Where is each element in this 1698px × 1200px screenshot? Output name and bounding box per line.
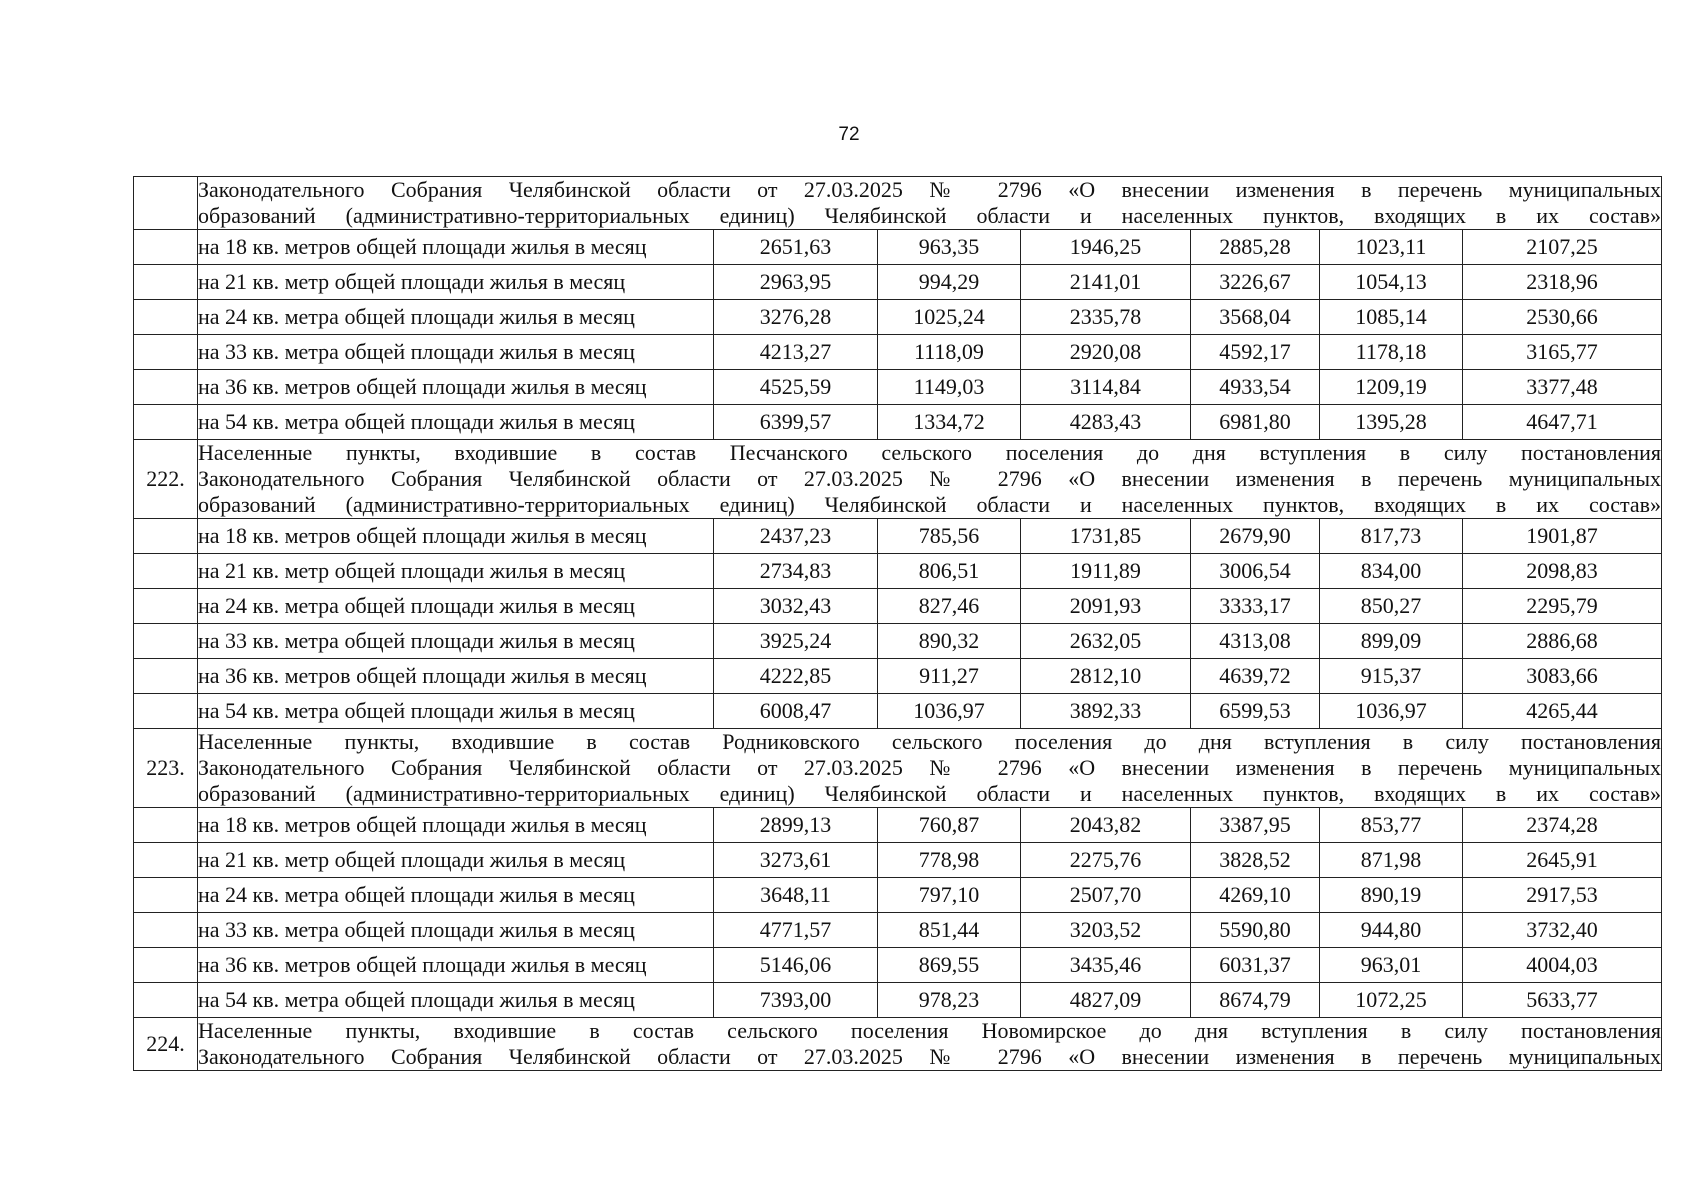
section-number: 224. [134,1018,198,1071]
table-row [134,948,1662,983]
row-number-cell [134,694,198,729]
row-label: на 18 кв. метров общей площади жилья в месяц [198,808,714,843]
row-number-cell [134,843,198,878]
value-cell: 944,80 [1320,913,1463,948]
row-number-cell [134,300,198,335]
value-cell: 869,55 [878,948,1021,983]
value-cell: 2141,01 [1021,265,1191,300]
row-label: на 21 кв. метр общей площади жилья в месяц [198,265,714,300]
row-label: на 21 кв. метр общей площади жилья в месяц [198,554,714,589]
table-row [134,370,1662,405]
table-row [134,694,1662,729]
row-number-cell [134,624,198,659]
section-heading-line: образований (административно-территориальных единиц) Челябинской области и населенных пунктов, входящих в их состав» [198,781,1662,806]
value-cell: 3387,95 [1191,808,1320,843]
value-cell: 899,09 [1320,624,1463,659]
row-number-cell [134,808,198,843]
value-cell: 4827,09 [1021,983,1191,1018]
value-cell: 3273,61 [714,843,878,878]
value-cell: 6599,53 [1191,694,1320,729]
value-cell: 2437,23 [714,519,878,554]
value-cell: 2885,28 [1191,230,1320,265]
value-cell: 2920,08 [1021,335,1191,370]
value-cell: 2107,25 [1463,230,1662,265]
section-heading [198,177,1662,230]
value-cell: 5633,77 [1463,983,1662,1018]
value-cell: 1395,28 [1320,405,1463,440]
value-cell: 2335,78 [1021,300,1191,335]
row-number-cell [134,659,198,694]
value-cell: 797,10 [878,878,1021,913]
value-cell: 1901,87 [1463,519,1662,554]
section-heading-row [134,177,1662,230]
value-cell: 4525,59 [714,370,878,405]
row-label: на 36 кв. метров общей площади жилья в месяц [198,370,714,405]
section-number: 222. [134,440,198,519]
section-heading-line: Населенные пункты, входившие в состав Родниковского сельского поселения до дня вступления в силу постановления [198,729,1662,754]
value-cell: 806,51 [878,554,1021,589]
value-cell: 1036,97 [878,694,1021,729]
value-cell: 3226,67 [1191,265,1320,300]
value-cell: 4639,72 [1191,659,1320,694]
value-cell: 2295,79 [1463,589,1662,624]
value-cell: 915,37 [1320,659,1463,694]
value-cell: 817,73 [1320,519,1463,554]
row-label: на 36 кв. метров общей площади жилья в месяц [198,659,714,694]
section-number: 223. [134,729,198,808]
value-cell: 994,29 [878,265,1021,300]
value-cell: 1072,25 [1320,983,1463,1018]
value-cell: 5146,06 [714,948,878,983]
value-cell: 3333,17 [1191,589,1320,624]
row-label: на 54 кв. метра общей площади жилья в месяц [198,694,714,729]
value-cell: 6031,37 [1191,948,1320,983]
row-number-cell [134,405,198,440]
value-cell: 3006,54 [1191,554,1320,589]
row-number-cell [134,370,198,405]
row-label: на 33 кв. метра общей площади жилья в месяц [198,335,714,370]
value-cell: 7393,00 [714,983,878,1018]
value-cell: 2963,95 [714,265,878,300]
value-cell: 1023,11 [1320,230,1463,265]
value-cell: 1946,25 [1021,230,1191,265]
row-label: на 18 кв. метров общей площади жилья в месяц [198,230,714,265]
value-cell: 963,01 [1320,948,1463,983]
value-cell: 778,98 [878,843,1021,878]
value-cell: 5590,80 [1191,913,1320,948]
value-cell: 1036,97 [1320,694,1463,729]
row-label: на 33 кв. метра общей площади жилья в месяц [198,624,714,659]
table-row [134,878,1662,913]
value-cell: 3648,11 [714,878,878,913]
table-row [134,659,1662,694]
value-cell: 6981,80 [1191,405,1320,440]
value-cell: 1731,85 [1021,519,1191,554]
value-cell: 3568,04 [1191,300,1320,335]
value-cell: 827,46 [878,589,1021,624]
value-cell: 1334,72 [878,405,1021,440]
table-row [134,554,1662,589]
value-cell: 760,87 [878,808,1021,843]
value-cell: 1149,03 [878,370,1021,405]
section-heading-row [134,440,1662,519]
value-cell: 2886,68 [1463,624,1662,659]
table-row [134,624,1662,659]
value-cell: 3892,33 [1021,694,1191,729]
row-label: на 24 кв. метра общей площади жилья в месяц [198,878,714,913]
value-cell: 2632,05 [1021,624,1191,659]
value-cell: 3032,43 [714,589,878,624]
value-cell: 2812,10 [1021,659,1191,694]
value-cell: 3203,52 [1021,913,1191,948]
value-cell: 4283,43 [1021,405,1191,440]
row-number-cell [134,913,198,948]
value-cell: 2091,93 [1021,589,1191,624]
row-label: на 24 кв. метра общей площади жилья в месяц [198,589,714,624]
value-cell: 3114,84 [1021,370,1191,405]
value-cell: 3083,66 [1463,659,1662,694]
value-cell: 6008,47 [714,694,878,729]
row-number-cell [134,265,198,300]
row-label: на 36 кв. метров общей площади жилья в месяц [198,948,714,983]
value-cell: 3925,24 [714,624,878,659]
value-cell: 850,27 [1320,589,1463,624]
row-number-cell [134,948,198,983]
value-cell: 2645,91 [1463,843,1662,878]
value-cell: 1118,09 [878,335,1021,370]
value-cell: 963,35 [878,230,1021,265]
section-heading-line: образований (административно-территориальных единиц) Челябинской области и населенных пунктов, входящих в их состав» [198,203,1662,228]
row-number-cell [134,878,198,913]
value-cell: 4269,10 [1191,878,1320,913]
value-cell: 911,27 [878,659,1021,694]
tariff-table [133,176,1662,1071]
value-cell: 3165,77 [1463,335,1662,370]
value-cell: 3377,48 [1463,370,1662,405]
value-cell: 890,32 [878,624,1021,659]
table-row [134,335,1662,370]
row-label: на 18 кв. метров общей площади жилья в месяц [198,519,714,554]
value-cell: 1209,19 [1320,370,1463,405]
table-row [134,519,1662,554]
value-cell: 4265,44 [1463,694,1662,729]
value-cell: 2734,83 [714,554,878,589]
value-cell: 4647,71 [1463,405,1662,440]
row-label: на 21 кв. метр общей площади жилья в месяц [198,843,714,878]
section-heading-line: Населенные пункты, входившие в состав Песчанского сельского поселения до дня вступления в силу постановления [198,440,1662,465]
value-cell: 4771,57 [714,913,878,948]
table-row [134,843,1662,878]
section-heading [198,440,1662,519]
section-heading-line: Законодательного Собрания Челябинской области от 27.03.2025 № 2796 «О внесении изменения в перечень муниципальных [198,466,1662,491]
value-cell: 4313,08 [1191,624,1320,659]
section-heading-line: Законодательного Собрания Челябинской области от 27.03.2025 № 2796 «О внесении изменения в перечень муниципальных [198,177,1662,202]
value-cell: 3732,40 [1463,913,1662,948]
table-row [134,589,1662,624]
value-cell: 1025,24 [878,300,1021,335]
table-row [134,808,1662,843]
table-row [134,300,1662,335]
section-heading-row [134,1018,1662,1071]
value-cell: 4592,17 [1191,335,1320,370]
value-cell: 2098,83 [1463,554,1662,589]
section-heading [198,729,1662,808]
row-label: на 54 кв. метра общей площади жилья в месяц [198,983,714,1018]
table-row [134,983,1662,1018]
value-cell: 978,23 [878,983,1021,1018]
value-cell: 2275,76 [1021,843,1191,878]
value-cell: 2679,90 [1191,519,1320,554]
value-cell: 834,00 [1320,554,1463,589]
section-heading-line: образований (административно-территориальных единиц) Челябинской области и населенных пунктов, входящих в их состав» [198,492,1662,517]
row-number-cell [134,554,198,589]
value-cell: 2043,82 [1021,808,1191,843]
value-cell: 1178,18 [1320,335,1463,370]
row-number-cell [134,983,198,1018]
value-cell: 853,77 [1320,808,1463,843]
section-heading-line: Законодательного Собрания Челябинской области от 27.03.2025 № 2796 «О внесении изменения в перечень муниципальных [198,755,1662,780]
value-cell: 890,19 [1320,878,1463,913]
value-cell: 3828,52 [1191,843,1320,878]
value-cell: 2917,53 [1463,878,1662,913]
page-number: 72 [838,124,860,145]
row-label: на 33 кв. метра общей площади жилья в месяц [198,913,714,948]
table-row [134,405,1662,440]
section-heading-row [134,729,1662,808]
value-cell: 3276,28 [714,300,878,335]
row-number-cell [134,519,198,554]
value-cell: 4213,27 [714,335,878,370]
value-cell: 4222,85 [714,659,878,694]
value-cell: 2899,13 [714,808,878,843]
value-cell: 2530,66 [1463,300,1662,335]
table-row [134,265,1662,300]
value-cell: 1911,89 [1021,554,1191,589]
row-number-cell [134,589,198,624]
value-cell: 1085,14 [1320,300,1463,335]
value-cell: 2318,96 [1463,265,1662,300]
value-cell: 785,56 [878,519,1021,554]
table-row [134,230,1662,265]
section-heading [198,1018,1662,1071]
value-cell: 8674,79 [1191,983,1320,1018]
section-number [134,177,198,230]
row-label: на 54 кв. метра общей площади жилья в месяц [198,405,714,440]
row-number-cell [134,230,198,265]
value-cell: 2374,28 [1463,808,1662,843]
value-cell: 4004,03 [1463,948,1662,983]
value-cell: 6399,57 [714,405,878,440]
table-row [134,913,1662,948]
value-cell: 4933,54 [1191,370,1320,405]
value-cell: 2651,63 [714,230,878,265]
row-label: на 24 кв. метра общей площади жилья в месяц [198,300,714,335]
value-cell: 871,98 [1320,843,1463,878]
value-cell: 1054,13 [1320,265,1463,300]
value-cell: 851,44 [878,913,1021,948]
row-number-cell [134,335,198,370]
section-heading-line: Законодательного Собрания Челябинской области от 27.03.2025 № 2796 «О внесении изменения в перечень муниципальных [198,1044,1662,1069]
section-heading-line: Населенные пункты, входившие в состав сельского поселения Новомирское до дня вступления в силу постановления [198,1018,1662,1043]
value-cell: 2507,70 [1021,878,1191,913]
value-cell: 3435,46 [1021,948,1191,983]
